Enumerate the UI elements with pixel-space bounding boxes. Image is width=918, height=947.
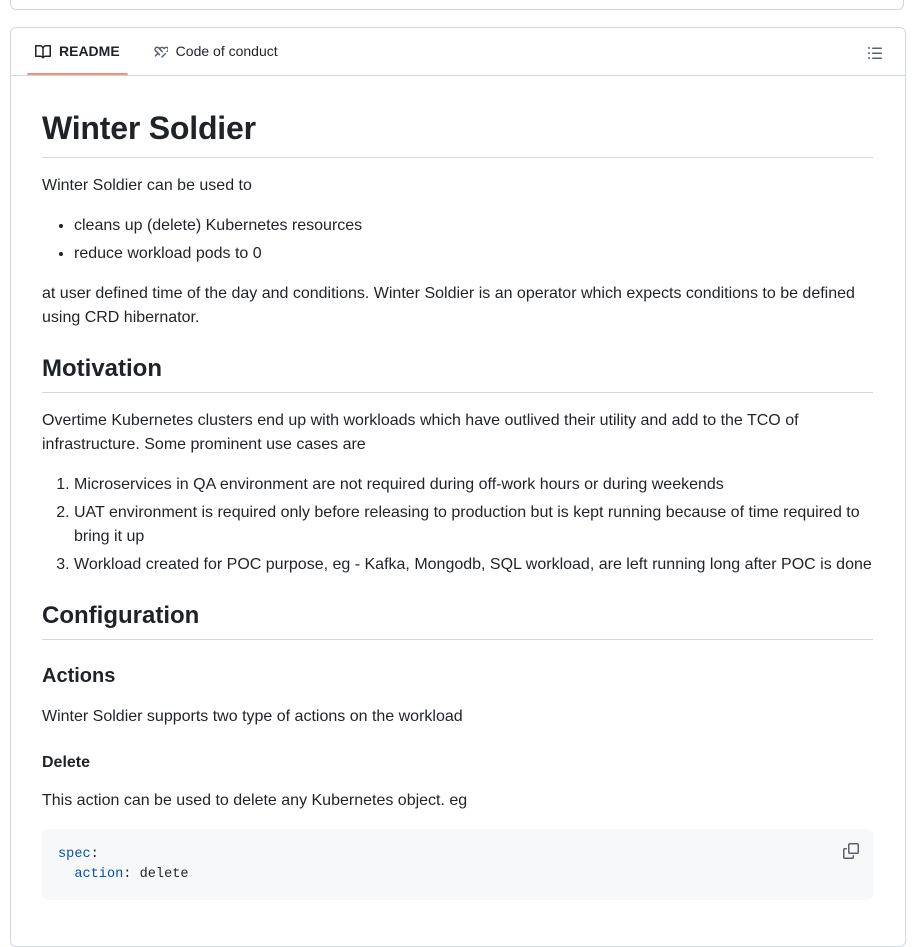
copy-icon <box>843 843 859 859</box>
list-item: • cleans up (delete) Kubernetes resources <box>74 214 873 238</box>
copy-code-button[interactable] <box>837 837 865 865</box>
readme-card <box>10 27 906 947</box>
list-unordered-icon <box>867 45 883 61</box>
page-title: Winter Soldier <box>42 108 873 158</box>
yaml-key-spec: spec <box>58 847 91 862</box>
tab-code-of-conduct-label: Code of conduct <box>175 43 278 59</box>
heading-configuration: Configuration <box>42 601 873 640</box>
tab-code-of-conduct[interactable] <box>136 28 294 75</box>
yaml-colon-1: : <box>90 847 99 862</box>
heading-actions: Actions <box>42 665 116 687</box>
motivation-paragraph: Overtime Kubernetes clusters end up with workloads which have outlived their utility and add to the TCO of infrastructure. Some prominent use cases are <box>42 412 799 453</box>
list-item: 1. Microservices in QA environment are not required during off-work hours or during weekends <box>74 473 873 497</box>
heading-delete: Delete <box>42 754 91 771</box>
list-item: 3. Workload created for POC purpose, eg - Kafka, Mongodb, SQL workload, are left running long after POC is done <box>74 553 873 577</box>
intro-bullet-list <box>42 214 873 266</box>
yaml-value-delete: delete <box>131 866 189 882</box>
tab-readme[interactable] <box>19 28 136 75</box>
heading-motivation: Motivation <box>42 354 873 393</box>
motivation-ordered-list <box>42 473 873 577</box>
law-heart-icon <box>152 44 168 60</box>
intro-after-paragraph: at user defined time of the day and conditions. Winter Soldier is an operator which expects conditions to be defined using CRD hibernator. <box>42 285 855 326</box>
code-block-delete <box>42 829 873 900</box>
delete-paragraph: This action can be used to delete any Kubernetes object. eg <box>42 792 468 809</box>
tab-readme-label: README <box>59 43 120 59</box>
actions-paragraph: Winter Soldier supports two type of actions on the workload <box>42 708 463 725</box>
intro-paragraph: Winter Soldier can be used to <box>42 177 252 194</box>
list-item: 2. UAT environment is required only before releasing to production but is kept running because of time required to bring it up <box>74 501 873 549</box>
readme-markdown-body <box>11 76 905 947</box>
outline-toggle-button[interactable] <box>861 40 889 66</box>
book-icon <box>35 44 51 60</box>
readme-tabs-bar <box>11 28 905 76</box>
previous-panel-partial <box>10 0 904 10</box>
list-item: • reduce workload pods to 0 <box>74 242 873 266</box>
yaml-key-action: action <box>58 866 124 882</box>
yaml-colon-2: : <box>123 866 132 882</box>
code-content <box>58 845 857 884</box>
